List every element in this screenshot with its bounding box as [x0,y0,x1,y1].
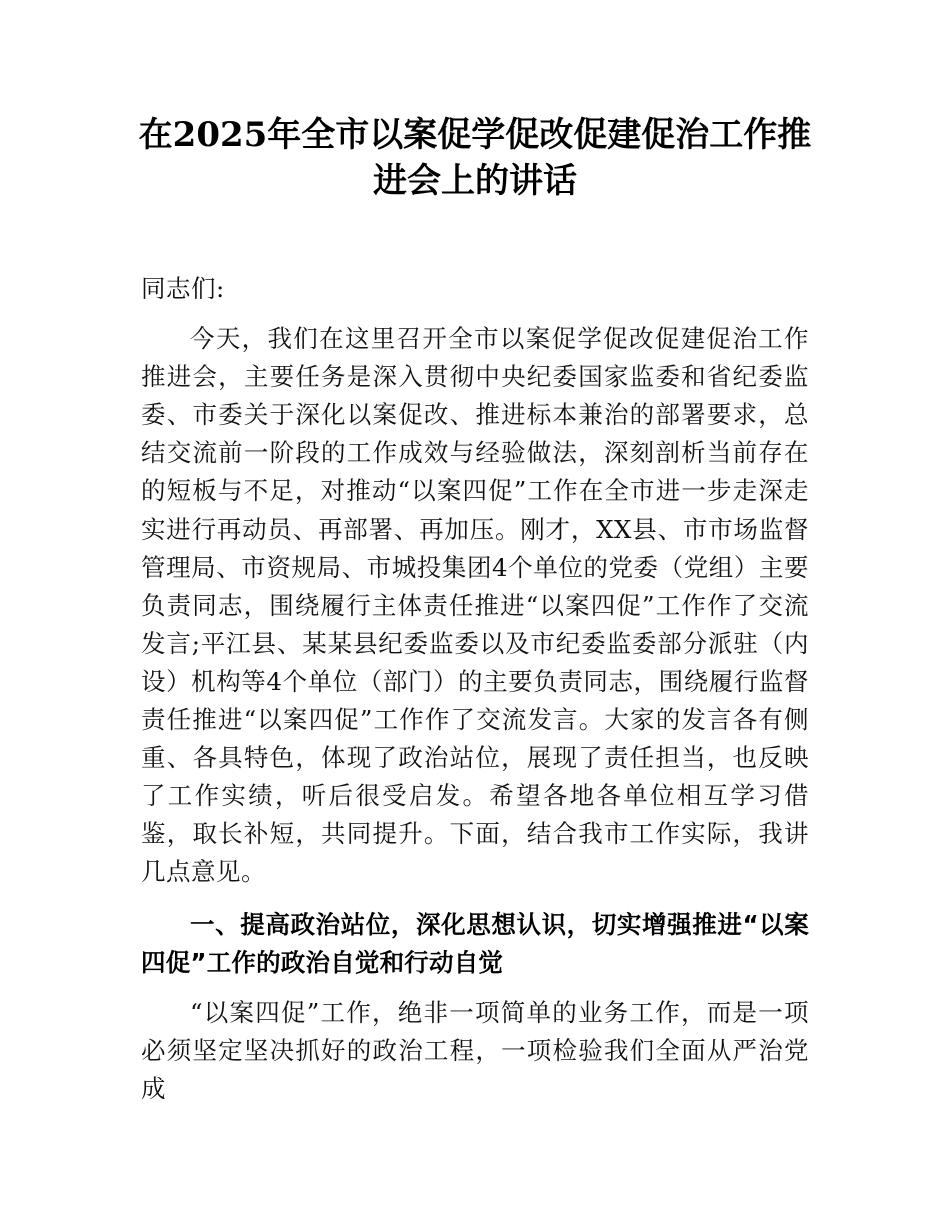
section-paragraph: “以案四促”工作，绝非一项简单的业务工作，而是一项必须坚定坚决抓好的政治工程，一项检验我们全面从严治党成 [141,997,809,1103]
body-paragraph: 今天，我们在这里召开全市以案促学促改促建促治工作推进会，主要任务是深入贯彻中央纪委国家监委和省纪委监委、市委关于深化以案促改、推进标本兼治的部署要求，总结交流前一阶段的工作成效与经验做法，深刻剖析当前存在的短板与不足，对推动“以案四促”工作在全市进一步走深走实进行再动员、再部署、再加压。刚才，XX县、市市场监督管理局、市资规局、市城投集团4个单位的党委（党组）主要负责同志，围绕履行主体责任推进“以案四促”工作作了交流发言;平江县、某某县纪委监委以及市纪委监委部分派驻（内设）机构等4个单位（部门）的主要负责同志，围绕履行监督责任推进“以案四促”工作作了交流发言。大家的发言各有侧重、各具特色，体现了政治站位，展现了责任担当，也反映了工作实绩，听后很受启发。希望各地各单位相互学习借鉴，取长补短，共同提升。下面，结合我市工作实际，我讲几点意见。 [141,324,809,887]
salutation: 同志们: [141,274,225,303]
document-body [141,270,809,1108]
document-title: 在2025年全市以案促学促改促建促治工作推进会上的讲话 [138,115,812,201]
section-heading: 一、提高政治站位，深化思想认识，切实增强推进“以案四促”工作的政治自觉和行动自觉 [141,909,809,977]
